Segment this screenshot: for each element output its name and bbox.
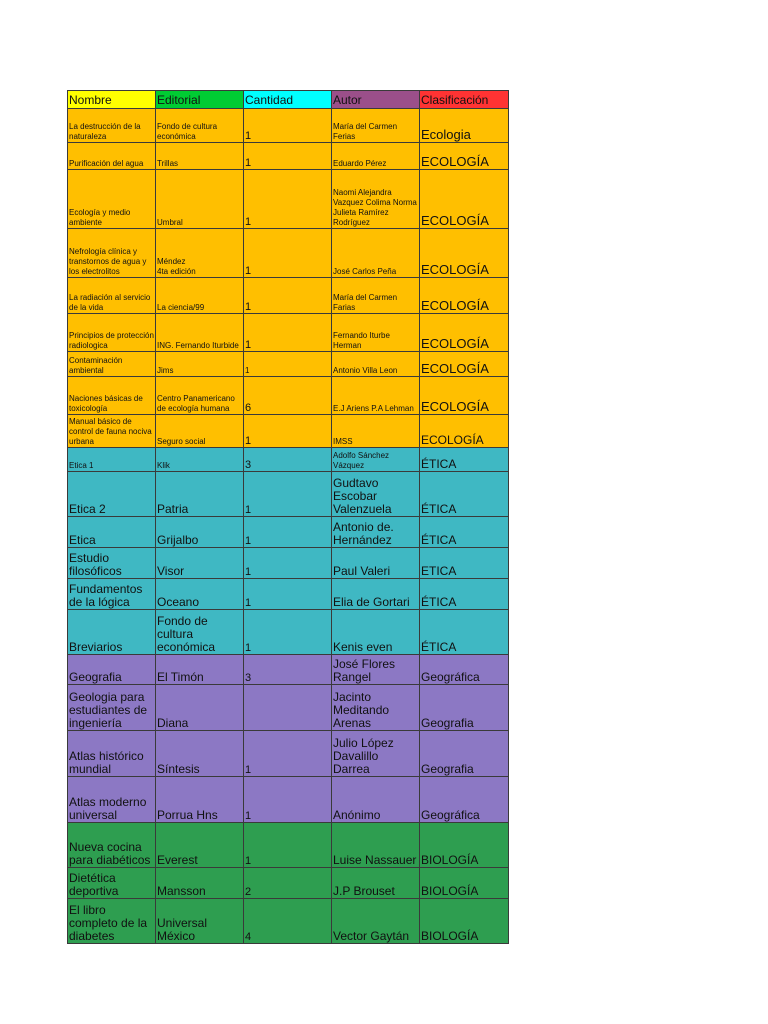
cell-nombre[interactable]: Etica bbox=[68, 517, 156, 548]
table-row bbox=[68, 278, 509, 314]
cell-clasificacion[interactable]: ECOLOGÍA bbox=[420, 170, 509, 229]
cell-nombre[interactable]: Principios de protección radiologica bbox=[68, 314, 156, 352]
cell-cantidad[interactable]: 1 bbox=[244, 352, 332, 377]
table-row bbox=[68, 143, 509, 170]
cell-autor[interactable]: Fernando Iturbe Herman bbox=[332, 314, 420, 352]
cell-nombre[interactable]: Breviarios bbox=[68, 610, 156, 655]
table-row bbox=[68, 610, 509, 655]
cell-nombre[interactable]: Fundamentos de la lógica bbox=[68, 579, 156, 610]
cell-nombre[interactable]: La radiación al servicio de la vida bbox=[68, 278, 156, 314]
cell-editorial[interactable]: Umbral bbox=[156, 170, 244, 229]
table-row bbox=[68, 448, 509, 472]
table-row bbox=[68, 170, 509, 229]
table-row bbox=[68, 685, 509, 731]
cell-clasificacion[interactable]: ECOLOGÍA bbox=[420, 278, 509, 314]
cell-cantidad[interactable]: 4 bbox=[244, 899, 332, 944]
cell-clasificacion[interactable]: ECOLOGÍA bbox=[420, 229, 509, 278]
table-row bbox=[68, 109, 509, 143]
header-editorial[interactable]: Editorial bbox=[156, 91, 244, 109]
header-clasificacion[interactable]: Clasificación bbox=[420, 91, 509, 109]
cell-cantidad[interactable]: 1 bbox=[244, 517, 332, 548]
cell-clasificacion[interactable]: ÉTICA bbox=[420, 472, 509, 517]
cell-clasificacion[interactable]: ECOLOGÍA bbox=[420, 143, 509, 170]
cell-editorial[interactable]: Patria bbox=[156, 472, 244, 517]
cell-autor[interactable]: Julio López Davalillo Darrea bbox=[332, 731, 420, 777]
cell-clasificacion[interactable]: ECOLOGÍA bbox=[420, 314, 509, 352]
cell-nombre[interactable]: La destrucción de la naturaleza bbox=[68, 109, 156, 143]
cell-autor[interactable]: Elia de Gortari bbox=[332, 579, 420, 610]
table-row bbox=[68, 868, 509, 899]
cell-clasificacion[interactable]: ECOLOGÍA bbox=[420, 352, 509, 377]
cell-cantidad[interactable]: 1 bbox=[244, 777, 332, 823]
cell-autor[interactable]: Kenis even bbox=[332, 610, 420, 655]
table-row bbox=[68, 229, 509, 278]
cell-nombre[interactable]: Geologia para estudiantes de ingeniería bbox=[68, 685, 156, 731]
cell-autor[interactable]: E.J Ariens P.A Lehman bbox=[332, 377, 420, 415]
cell-nombre[interactable]: Naciones básicas de toxicología bbox=[68, 377, 156, 415]
cell-cantidad[interactable]: 1 bbox=[244, 415, 332, 448]
cell-cantidad[interactable]: 1 bbox=[244, 314, 332, 352]
table-row bbox=[68, 823, 509, 868]
table-row bbox=[68, 415, 509, 448]
cell-editorial[interactable]: Méndez 4ta edición bbox=[156, 229, 244, 278]
cell-clasificacion[interactable]: BIOLOGÍA bbox=[420, 899, 509, 944]
cell-clasificacion[interactable]: ETICA bbox=[420, 548, 509, 579]
cell-clasificacion[interactable]: ÉTICA bbox=[420, 579, 509, 610]
cell-editorial[interactable]: Universal México bbox=[156, 899, 244, 944]
cell-editorial[interactable]: Visor bbox=[156, 548, 244, 579]
cell-nombre[interactable]: Ecología y medio ambiente bbox=[68, 170, 156, 229]
cell-clasificacion[interactable]: ECOLOGÍA bbox=[420, 377, 509, 415]
cell-autor[interactable]: Gudtavo Escobar Valenzuela bbox=[332, 472, 420, 517]
table-row bbox=[68, 579, 509, 610]
cell-editorial[interactable]: Everest bbox=[156, 823, 244, 868]
cell-autor[interactable]: Antonio Villa Leon bbox=[332, 352, 420, 377]
table-row bbox=[68, 777, 509, 823]
cell-editorial[interactable]: Mansson bbox=[156, 868, 244, 899]
cell-autor[interactable]: Jacinto Meditando Arenas bbox=[332, 685, 420, 731]
cell-editorial[interactable]: Grijalbo bbox=[156, 517, 244, 548]
cell-nombre[interactable]: Geografia bbox=[68, 655, 156, 685]
table-row bbox=[68, 899, 509, 944]
cell-cantidad[interactable]: 1 bbox=[244, 823, 332, 868]
cell-cantidad[interactable]: 1 bbox=[244, 109, 332, 143]
cell-nombre[interactable]: Atlas histórico mundial bbox=[68, 731, 156, 777]
cell-clasificacion[interactable]: ÉTICA bbox=[420, 517, 509, 548]
cell-clasificacion[interactable]: Geografia bbox=[420, 685, 509, 731]
cell-autor[interactable]: Vector Gaytán bbox=[332, 899, 420, 944]
cell-clasificacion[interactable]: ÉTICA bbox=[420, 448, 509, 472]
cell-cantidad[interactable]: 6 bbox=[244, 377, 332, 415]
cell-cantidad[interactable]: 3 bbox=[244, 448, 332, 472]
cell-nombre[interactable]: Nueva cocina para diabéticos bbox=[68, 823, 156, 868]
header-cantidad[interactable]: Cantidad bbox=[244, 91, 332, 109]
cell-autor[interactable]: Paul Valeri bbox=[332, 548, 420, 579]
cell-nombre[interactable]: Dietética deportiva bbox=[68, 868, 156, 899]
cell-nombre[interactable]: Purificación del agua bbox=[68, 143, 156, 170]
cell-nombre[interactable]: Manual básico de control de fauna nociva urbana bbox=[68, 415, 156, 448]
cell-cantidad[interactable]: 1 bbox=[244, 229, 332, 278]
cell-editorial[interactable]: Síntesis bbox=[156, 731, 244, 777]
table-row bbox=[68, 517, 509, 548]
cell-clasificacion[interactable]: BIOLOGÍA bbox=[420, 823, 509, 868]
cell-editorial[interactable]: Seguro social bbox=[156, 415, 244, 448]
table-row bbox=[68, 314, 509, 352]
cell-cantidad[interactable] bbox=[244, 685, 332, 731]
cell-editorial[interactable]: Oceano bbox=[156, 579, 244, 610]
table-row bbox=[68, 352, 509, 377]
book-inventory-table bbox=[67, 90, 509, 944]
cell-clasificacion[interactable]: ECOLOGÍA bbox=[420, 415, 509, 448]
cell-nombre[interactable]: Atlas moderno universal bbox=[68, 777, 156, 823]
cell-clasificacion[interactable]: Ecologia bbox=[420, 109, 509, 143]
table-row bbox=[68, 731, 509, 777]
cell-clasificacion[interactable]: ÉTICA bbox=[420, 610, 509, 655]
cell-cantidad[interactable]: 1 bbox=[244, 278, 332, 314]
table-row bbox=[68, 377, 509, 415]
cell-autor[interactable]: Anónimo bbox=[332, 777, 420, 823]
cell-editorial[interactable]: Porrua Hns bbox=[156, 777, 244, 823]
cell-editorial[interactable]: La ciencia/99 bbox=[156, 278, 244, 314]
cell-autor[interactable]: María del Carmen Ferias bbox=[332, 109, 420, 143]
cell-cantidad[interactable]: 1 bbox=[244, 548, 332, 579]
cell-cantidad[interactable]: 1 bbox=[244, 610, 332, 655]
cell-editorial[interactable]: ING. Fernando Iturbide bbox=[156, 314, 244, 352]
cell-clasificacion[interactable]: Geográfica bbox=[420, 777, 509, 823]
cell-autor[interactable]: J.P Brouset bbox=[332, 868, 420, 899]
cell-autor[interactable]: Adolfo Sánchez Vázquez bbox=[332, 448, 420, 472]
cell-cantidad[interactable]: 1 bbox=[244, 170, 332, 229]
cell-editorial[interactable]: Centro Panamericano de ecología humana bbox=[156, 377, 244, 415]
cell-editorial[interactable]: Fondo de cultura económica bbox=[156, 109, 244, 143]
header-autor[interactable]: Autor bbox=[332, 91, 420, 109]
header-nombre[interactable]: Nombre bbox=[68, 91, 156, 109]
cell-nombre[interactable]: Etica 2 bbox=[68, 472, 156, 517]
cell-cantidad[interactable]: 1 bbox=[244, 579, 332, 610]
cell-nombre[interactable]: Estudio filosóficos bbox=[68, 548, 156, 579]
table-row bbox=[68, 655, 509, 685]
cell-clasificacion[interactable]: Geografia bbox=[420, 731, 509, 777]
cell-cantidad[interactable]: 3 bbox=[244, 655, 332, 685]
cell-cantidad[interactable]: 1 bbox=[244, 731, 332, 777]
cell-cantidad[interactable]: 1 bbox=[244, 472, 332, 517]
cell-cantidad[interactable]: 2 bbox=[244, 868, 332, 899]
cell-editorial[interactable]: Trillas bbox=[156, 143, 244, 170]
cell-editorial[interactable]: Diana bbox=[156, 685, 244, 731]
table-row bbox=[68, 472, 509, 517]
cell-editorial[interactable]: Fondo de cultura económica bbox=[156, 610, 244, 655]
header-row bbox=[68, 91, 509, 109]
cell-autor[interactable]: Luise Nassauer bbox=[332, 823, 420, 868]
table-row bbox=[68, 548, 509, 579]
cell-nombre[interactable]: Nefrología clínica y transtornos de agua y los electrolitos bbox=[68, 229, 156, 278]
cell-nombre[interactable]: El libro completo de la diabetes bbox=[68, 899, 156, 944]
cell-clasificacion[interactable]: Geográfica bbox=[420, 655, 509, 685]
cell-autor[interactable]: María del Carmen Farias bbox=[332, 278, 420, 314]
cell-nombre[interactable]: Etica 1 bbox=[68, 448, 156, 472]
cell-editorial[interactable]: Jims bbox=[156, 352, 244, 377]
cell-autor[interactable]: IMSS bbox=[332, 415, 420, 448]
cell-autor[interactable]: José Flores Rangel bbox=[332, 655, 420, 685]
cell-cantidad[interactable]: 1 bbox=[244, 143, 332, 170]
cell-clasificacion[interactable]: BIOLOGÍA bbox=[420, 868, 509, 899]
cell-autor[interactable]: Naomi Alejandra Vazquez Colima Norma Julieta Ramírez Rodríguez bbox=[332, 170, 420, 229]
cell-autor[interactable]: Antonio de. Hernández bbox=[332, 517, 420, 548]
cell-editorial[interactable]: Klik bbox=[156, 448, 244, 472]
cell-editorial[interactable]: El Timón bbox=[156, 655, 244, 685]
cell-nombre[interactable]: Contaminación ambiental bbox=[68, 352, 156, 377]
cell-autor[interactable]: Eduardo Pérez bbox=[332, 143, 420, 170]
cell-autor[interactable]: José Carlos Peña bbox=[332, 229, 420, 278]
